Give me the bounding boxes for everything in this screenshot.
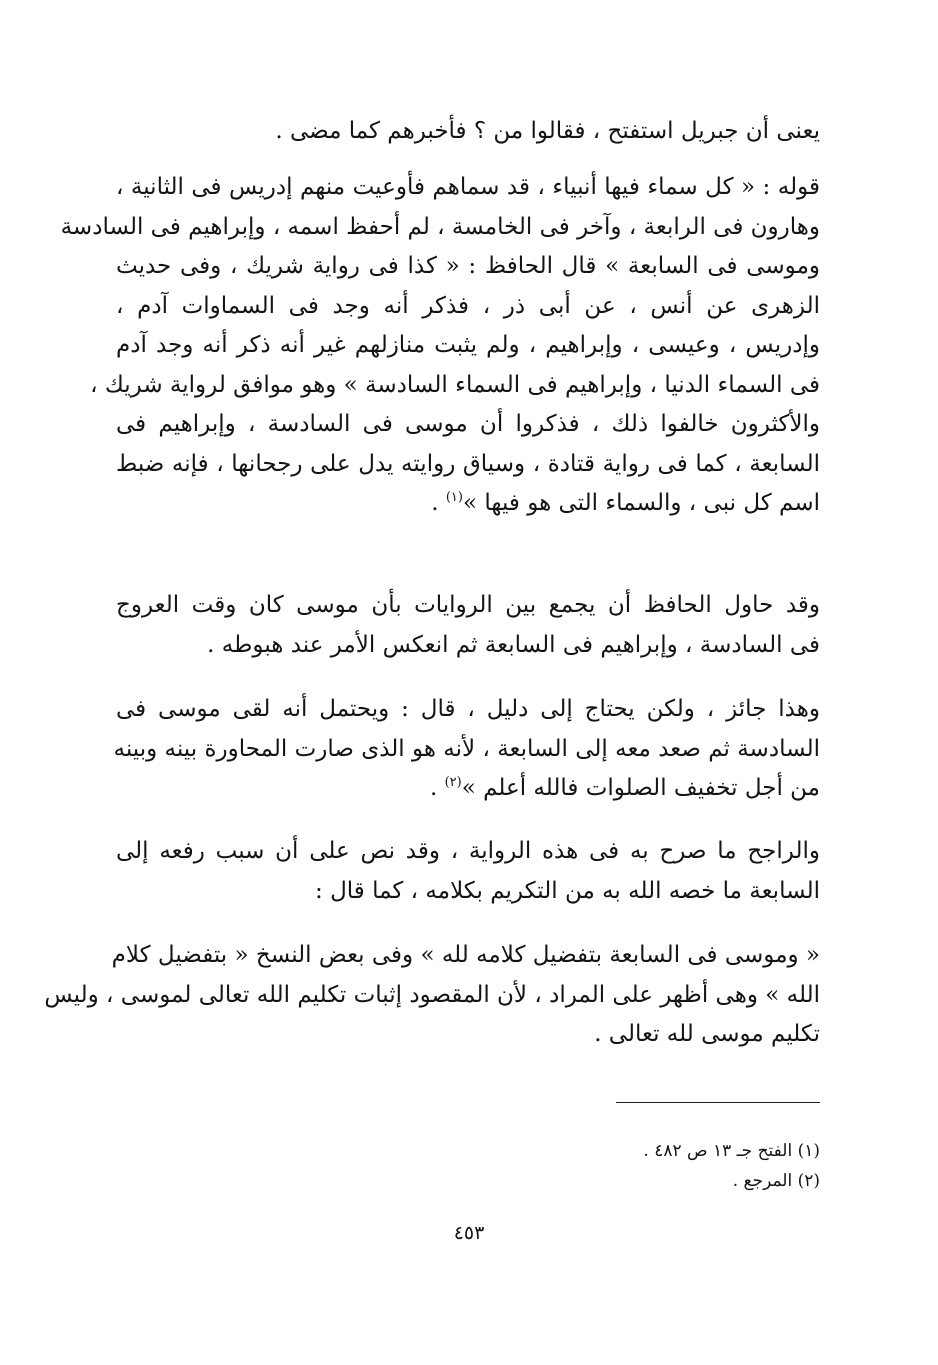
paragraph-3 (116, 586, 820, 665)
text-line: فى السادسة ، وإبراهيم فى السابعة ثم انعكس الأمر عند هبوطه . (207, 631, 820, 658)
paragraph-4 (113, 690, 820, 809)
paragraph-2 (60, 168, 820, 524)
line-tail: . (429, 775, 445, 801)
text-line: يعنى أن جبريل استفتح ، فقالوا من ؟ فأخبرهم كما مضى . (275, 118, 820, 144)
text-line: فى السماء الدنيا ، وإبراهيم فى السماء السادسة » وهو موافق لرواية شريك ، (90, 371, 820, 398)
text-line: « وموسى فى السابعة بتفضيل كلامه لله » وفى بعض النسخ « بتفضيل كلام (111, 942, 820, 968)
text-line: السابعة ، كما فى رواية قتادة ، وسياق روايته يدل على رجحانها ، فإنه ضبط (116, 450, 820, 477)
footnote-1: (١) الفتح جـ ١٣ ص ٤٨٢ . (643, 1141, 820, 1161)
text-line: وقد حاول الحافظ أن يجمع بين الروايات بأن موسى كان وقت العروج (116, 592, 820, 618)
text-line: الله » وهى أظهر على المراد ، لأن المقصود إثبات تكليم الله تعالى لموسى ، وليس (44, 981, 820, 1008)
footnote-2: (٢) المرجع . (732, 1171, 820, 1191)
text-line: وموسى فى السابعة » قال الحافظ : « كذا فى رواية شريك ، وفى حديث (116, 253, 820, 279)
footnote-ref-1[interactable]: (١) (445, 490, 463, 505)
page-number: ٤٥٣ (453, 1222, 485, 1244)
quote-end-text: من أجل تخفيف الصلوات فالله أعلم » (461, 775, 820, 801)
paragraph-5 (116, 832, 820, 911)
text-line: تكليم موسى لله تعالى . (594, 1021, 820, 1047)
text-line: وهذا جائز ، ولكن يحتاج إلى دليل ، قال : ويحتمل أنه لقى موسى فى (116, 696, 820, 722)
line-tail: . (431, 490, 446, 516)
paragraph-6 (44, 936, 820, 1055)
text-line: الزهرى عن أنس ، عن أبى ذر ، فذكر أنه وجد فى السماوات آدم ، (116, 292, 820, 319)
text-line: وإدريس ، وعيسى ، وإبراهيم ، ولم يثبت منازلهم غير أنه ذكر أنه وجد آدم (116, 332, 820, 358)
text-line (116, 769, 820, 809)
footnotes (116, 1136, 820, 1196)
text-line: وهارون فى الرابعة ، وآخر فى الخامسة ، لم أحفظ اسمه ، وإبراهيم فى السادسة (60, 213, 820, 240)
footnote-divider (616, 1102, 820, 1103)
text-line: السابعة ما خصه الله به من التكريم بكلامه ، كما قال : (315, 877, 820, 904)
text-line: السادسة ثم صعد معه إلى السابعة ، لأنه هو الذى صارت المحاورة بينه وبينه (113, 735, 820, 762)
paragraph-1 (116, 112, 820, 152)
text-line: والراجح ما صرح به فى هذه الرواية ، وقد نص على أن سبب رفعه إلى (116, 838, 820, 864)
footnote-ref-2[interactable]: (٢) (444, 775, 462, 790)
quote-end-text: اسم كل نبى ، والسماء التى هو فيها » (462, 490, 820, 516)
text-line (116, 484, 820, 524)
text-line: قوله : « كل سماء فيها أنبياء ، قد سماهم فأوعيت منهم إدريس فى الثانية ، (116, 174, 820, 200)
text-line: والأكثرون خالفوا ذلك ، فذكروا أن موسى فى السادسة ، وإبراهيم فى (116, 411, 820, 437)
